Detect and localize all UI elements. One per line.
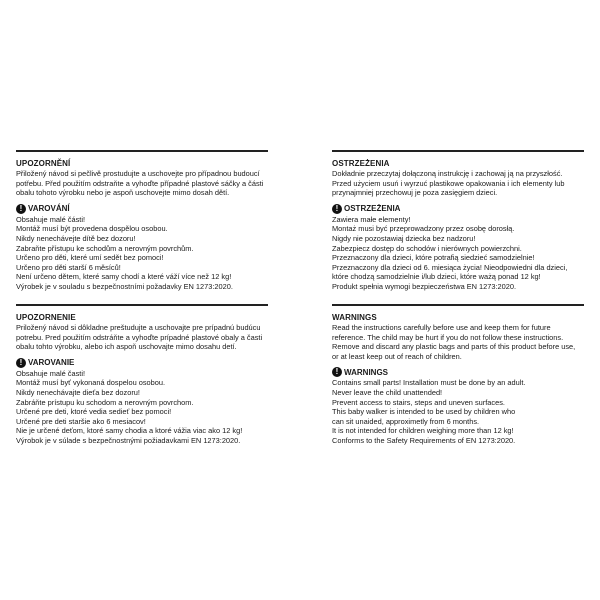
warning-title: WARNINGS [344, 367, 388, 377]
warning-list [16, 215, 268, 292]
warning-line: Contains small parts! Installation must be done by an adult. [332, 378, 526, 388]
intro-text [16, 323, 268, 352]
warning-line: Není určeno dětem, které samy chodí a které váží více než 12 kg! [16, 272, 232, 282]
section-title: WARNINGS [332, 313, 377, 322]
divider [332, 304, 584, 306]
warning-heading [16, 204, 268, 214]
warning-line: Určeno pro děti, které umí sedět bez pomoci! [16, 253, 164, 263]
warning-line: Nikdy nenechávejte dítě bez dozoru! [16, 233, 136, 243]
warning-line: Montáž musí být provedena dospělou osobou. [16, 224, 168, 234]
warning-line: Przeznaczony dla dzieci, które potrafią siedzieć samodzielnie! [332, 253, 535, 263]
intro-line: Přiložený návod si pečlivě prostudujte a uschovejte pro případnou budoucí [16, 169, 260, 178]
warning-line: Obsahuje malé časti! [16, 368, 86, 378]
warning-line: This baby walker is intended to be used by children who [332, 407, 516, 417]
warning-title: VAROVANIE [28, 358, 75, 368]
intro-line: or at least keep out of reach of children. [332, 351, 462, 361]
intro-line: potrebu. Pred použitím odstráňte a vyhoďte prípadné plastové obaly a časti [16, 332, 263, 342]
exclamation-icon: ! [332, 367, 342, 377]
warning-title: VAROVÁNÍ [28, 204, 70, 214]
warning-heading [332, 204, 584, 214]
warning-line: Nigdy nie pozostawiaj dziecka bez nadzoru! [332, 233, 476, 243]
divider [16, 150, 268, 152]
warning-line: Conforms to the Safety Requirements of EN 1273:2020. [332, 435, 516, 445]
intro-line: Dokładnie przeczytaj dołączoną instrukcję i zachowaj ją na przyszłość. [332, 169, 563, 178]
warning-line: Montaż musi być przeprowadzony przez osobę dorosłą. [332, 224, 515, 234]
warning-line: Nikdy nenechávajte dieťa bez dozoru! [16, 387, 140, 397]
warning-block-polish [332, 150, 584, 292]
warning-line: Montáž musí byť vykonaná dospelou osobou. [16, 378, 166, 388]
warning-line: Zabraňte přístupu ke schodům a nerovným povrchům. [16, 243, 194, 253]
warning-line: Zabráňte prístupu ku schodom a nerovným povrchom. [16, 397, 194, 407]
warning-list [16, 369, 268, 446]
warning-line: Produkt spełnia wymogi bezpieczeństwa EN 1273:2020. [332, 281, 517, 291]
warning-line: Nie je určené deťom, ktoré samy chodia a ktoré vážia viac ako 12 kg! [16, 426, 243, 436]
warning-line: Never leave the child unattended! [332, 387, 443, 397]
warning-line: Zawiera małe elementy! [332, 214, 411, 224]
intro-line: reference. The child may be hurt if you do not follow these instructions. [332, 332, 564, 342]
warning-line: Zabezpiecz dostęp do schodów i nierównych powierzchni. [332, 243, 522, 253]
warning-title: OSTRZEŻENIA [344, 204, 401, 214]
warning-heading [332, 367, 584, 377]
divider [332, 150, 584, 152]
warning-line: Przeznaczony dla dzieci od 6. miesiąca życia! Nieodpowiedni dla dzieci, [332, 262, 568, 272]
warning-line: Obsahuje malé části! [16, 214, 86, 224]
intro-text [16, 169, 268, 198]
warning-line: Výrobok je v súlade s bezpečnostnými požiadavkami EN 1273:2020. [16, 435, 241, 445]
warning-line: can sit unaided, approximetly from 6 months. [332, 416, 480, 426]
warning-line: które chodzą samodzielnie i/lub dzieci, które ważą ponad 12 kg! [332, 272, 541, 282]
warning-list [332, 215, 584, 292]
intro-line: Przed użyciem usuń i wyrzuć plastikowe opakowania i ich elementy lub [332, 178, 565, 188]
intro-text [332, 323, 584, 361]
warning-block-slovak [16, 304, 268, 446]
section-title: OSTRZEŻENIA [332, 159, 390, 168]
warning-line: Výrobek je v souladu s bezpečnostními požadavky EN 1273:2020. [16, 281, 233, 291]
intro-line: przynajmniej przechowuj je poza zasięgiem dzieci. [332, 188, 498, 198]
warning-line: Určené pre deti staršie ako 6 mesiacov! [16, 416, 146, 426]
warning-heading [16, 358, 268, 368]
warning-block-czech [16, 150, 268, 292]
warning-line: Určeno pro děti starší 6 měsíců! [16, 262, 121, 272]
exclamation-icon: ! [332, 204, 342, 214]
intro-line: potřebu. Před použitím odstraňte a vyhoďte případné plastové sáčky a části [16, 178, 264, 188]
intro-line: Read the instructions carefully before use and keep them for future [332, 323, 551, 332]
intro-line: obalu tohto výrobku, alebo ich aspoň uschovajte mimo dosahu detí. [16, 342, 237, 352]
exclamation-icon: ! [16, 358, 26, 368]
intro-line: obalu tohoto výrobku nebo je aspoň uschovejte mimo dosah dětí. [16, 188, 230, 198]
intro-line: Priložený návod si dôkladne preštudujte a uschovajte pre prípadnú budúcu [16, 323, 261, 332]
intro-line: Remove and discard any plastic bags and parts of this product before use, [332, 342, 576, 352]
exclamation-icon: ! [16, 204, 26, 214]
warning-line: Prevent access to stairs, steps and uneven surfaces. [332, 397, 505, 407]
warning-line: Určené pre deti, ktoré vedia sedieť bez pomoci! [16, 407, 172, 417]
intro-text [332, 169, 584, 198]
section-title: UPOZORNĚNÍ [16, 159, 71, 168]
section-title: UPOZORNENIE [16, 313, 76, 322]
warning-block-english [332, 304, 584, 446]
warning-line: It is not intended for children weighing more than 12 kg! [332, 426, 514, 436]
divider [16, 304, 268, 306]
warning-list [332, 378, 584, 445]
